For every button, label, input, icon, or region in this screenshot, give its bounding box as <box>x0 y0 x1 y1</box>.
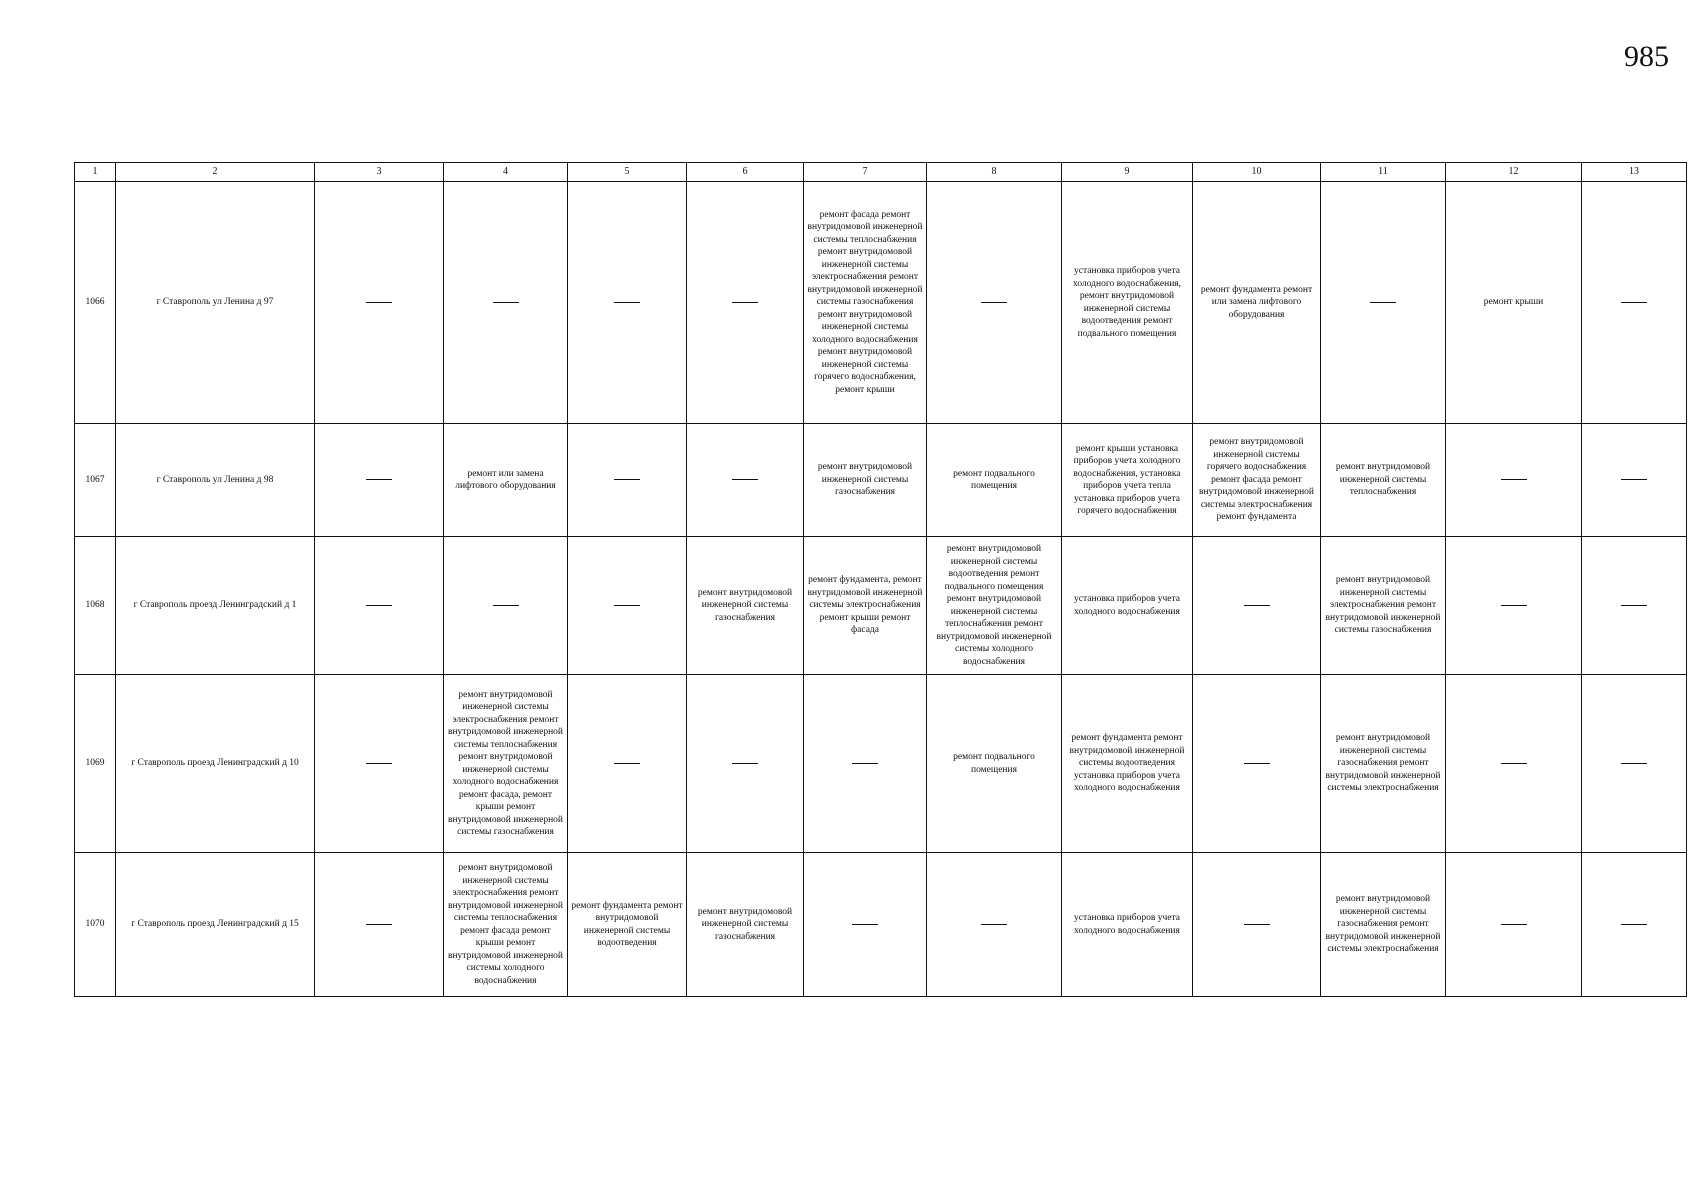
column-header-5: 5 <box>568 163 687 182</box>
empty-dash-cell <box>927 182 1062 424</box>
empty-dash-cell <box>1582 182 1687 424</box>
dash-mark <box>1501 479 1527 480</box>
dash-mark <box>1621 605 1647 606</box>
work-type-cell: ремонт подвального помещения <box>927 675 1062 853</box>
empty-dash-cell <box>444 182 568 424</box>
empty-dash-cell <box>927 853 1062 997</box>
dash-mark <box>614 479 640 480</box>
dash-mark <box>493 605 519 606</box>
column-header-3: 3 <box>315 163 444 182</box>
column-header-1: 1 <box>75 163 116 182</box>
address-cell: г Ставрополь ул Ленина д 98 <box>116 424 315 537</box>
column-header-7: 7 <box>804 163 927 182</box>
work-type-cell: ремонт внутридомовой инженерной системы горячего водоснабжения ремонт фасада ремонт внутридомовой инженерной системы электроснабжения ремонт фундамента <box>1193 424 1321 537</box>
column-header-6: 6 <box>687 163 804 182</box>
work-type-cell: ремонт внутридомовой инженерной системы электроснабжения ремонт внутридомовой инженерной системы теплоснабжения ремонт внутридомовой инженерной системы холодного водоснабжения ремонт фасада, ремонт крыши ремонт внутридомовой инженерной системы газоснабжения <box>444 675 568 853</box>
row-number: 1070 <box>75 853 116 997</box>
empty-dash-cell <box>1582 853 1687 997</box>
work-type-cell: установка приборов учета холодного водоснабжения, ремонт внутридомовой инженерной системы водоотведения ремонт подвального помещения <box>1062 182 1193 424</box>
dash-mark <box>1501 924 1527 925</box>
empty-dash-cell <box>1446 853 1582 997</box>
work-type-cell: ремонт фундамента ремонт или замена лифтового оборудования <box>1193 182 1321 424</box>
dash-mark <box>614 763 640 764</box>
page-number: 985 <box>1624 40 1669 73</box>
dash-mark <box>981 302 1007 303</box>
empty-dash-cell <box>315 182 444 424</box>
work-type-cell: ремонт фасада ремонт внутридомовой инженерной системы теплоснабжения ремонт внутридомовой инженерной системы электроснабжения ремонт внутридомовой инженерной системы газоснабжения ремонт внутридомовой инженерной системы холодного водоснабжения ремонт внутридомовой инженерной системы горячего водоснабжения, ремонт крыши <box>804 182 927 424</box>
column-header-10: 10 <box>1193 163 1321 182</box>
empty-dash-cell <box>1321 182 1446 424</box>
empty-dash-cell <box>1193 675 1321 853</box>
dash-mark <box>732 302 758 303</box>
dash-mark <box>1370 302 1396 303</box>
empty-dash-cell <box>1193 853 1321 997</box>
dash-mark <box>366 924 392 925</box>
dash-mark <box>366 302 392 303</box>
work-type-cell: ремонт внутридомовой инженерной системы газоснабжения <box>687 853 804 997</box>
empty-dash-cell <box>1582 675 1687 853</box>
table-row <box>75 675 1687 853</box>
address-cell: г Ставрополь проезд Ленинградский д 10 <box>116 675 315 853</box>
dash-mark <box>852 924 878 925</box>
work-type-cell: установка приборов учета холодного водоснабжения <box>1062 537 1193 675</box>
work-type-cell: установка приборов учета холодного водоснабжения <box>1062 853 1193 997</box>
row-number: 1067 <box>75 424 116 537</box>
column-header-11: 11 <box>1321 163 1446 182</box>
housing-repair-table <box>74 162 1687 997</box>
column-header-2: 2 <box>116 163 315 182</box>
table-row <box>75 537 1687 675</box>
work-type-cell: ремонт внутридомовой инженерной системы газоснабжения ремонт внутридомовой инженерной системы электроснабжения <box>1321 675 1446 853</box>
empty-dash-cell <box>444 537 568 675</box>
column-header-13: 13 <box>1582 163 1687 182</box>
empty-dash-cell <box>315 424 444 537</box>
column-header-9: 9 <box>1062 163 1193 182</box>
dash-mark <box>1244 605 1270 606</box>
empty-dash-cell <box>1582 537 1687 675</box>
dash-mark <box>1501 763 1527 764</box>
work-type-cell: ремонт фундамента, ремонт внутридомовой инженерной системы электроснабжения ремонт крыши ремонт фасада <box>804 537 927 675</box>
work-type-cell: ремонт фундамента ремонт внутридомовой инженерной системы водоотведения <box>568 853 687 997</box>
empty-dash-cell <box>1446 675 1582 853</box>
empty-dash-cell <box>1582 424 1687 537</box>
empty-dash-cell <box>568 675 687 853</box>
column-header-12: 12 <box>1446 163 1582 182</box>
column-header-4: 4 <box>444 163 568 182</box>
work-type-cell: ремонт подвального помещения <box>927 424 1062 537</box>
empty-dash-cell <box>1446 424 1582 537</box>
column-number-row <box>75 163 1687 182</box>
dash-mark <box>852 763 878 764</box>
work-type-cell: ремонт или замена лифтового оборудования <box>444 424 568 537</box>
empty-dash-cell <box>804 853 927 997</box>
empty-dash-cell <box>687 182 804 424</box>
dash-mark <box>732 763 758 764</box>
empty-dash-cell <box>315 537 444 675</box>
dash-mark <box>614 605 640 606</box>
work-type-cell: ремонт крыши установка приборов учета холодного водоснабжения, установка приборов учета тепла установка приборов учета горячего водоснабжения <box>1062 424 1193 537</box>
table-row <box>75 424 1687 537</box>
empty-dash-cell <box>687 675 804 853</box>
address-cell: г Ставрополь проезд Ленинградский д 15 <box>116 853 315 997</box>
work-type-cell: ремонт внутридомовой инженерной системы водоотведения ремонт подвального помещения ремонт внутридомовой инженерной системы теплоснабжения ремонт внутридомовой инженерной системы холодного водоснабжения <box>927 537 1062 675</box>
dash-mark <box>1621 924 1647 925</box>
work-type-cell: ремонт фундамента ремонт внутридомовой инженерной системы водоотведения установка приборов учета холодного водоснабжения <box>1062 675 1193 853</box>
dash-mark <box>493 302 519 303</box>
row-number: 1068 <box>75 537 116 675</box>
address-cell: г Ставрополь проезд Ленинградский д 1 <box>116 537 315 675</box>
dash-mark <box>1244 924 1270 925</box>
work-type-cell: ремонт внутридомовой инженерной системы газоснабжения <box>804 424 927 537</box>
table-row <box>75 182 1687 424</box>
dash-mark <box>366 605 392 606</box>
row-number: 1069 <box>75 675 116 853</box>
column-header-8: 8 <box>927 163 1062 182</box>
dash-mark <box>614 302 640 303</box>
work-type-cell: ремонт внутридомовой инженерной системы теплоснабжения <box>1321 424 1446 537</box>
empty-dash-cell <box>804 675 927 853</box>
work-type-cell: ремонт внутридомовой инженерной системы электроснабжения ремонт внутридомовой инженерной системы газоснабжения <box>1321 537 1446 675</box>
dash-mark <box>1621 302 1647 303</box>
address-cell: г Ставрополь ул Ленина д 97 <box>116 182 315 424</box>
empty-dash-cell <box>1446 537 1582 675</box>
table-row <box>75 853 1687 997</box>
dash-mark <box>366 479 392 480</box>
dash-mark <box>1244 763 1270 764</box>
empty-dash-cell <box>687 424 804 537</box>
empty-dash-cell <box>1193 537 1321 675</box>
dash-mark <box>1621 479 1647 480</box>
dash-mark <box>732 479 758 480</box>
empty-dash-cell <box>568 424 687 537</box>
work-type-cell: ремонт внутридомовой инженерной системы газоснабжения <box>687 537 804 675</box>
empty-dash-cell <box>315 853 444 997</box>
work-type-cell: ремонт внутридомовой инженерной системы газоснабжения ремонт внутридомовой инженерной системы электроснабжения <box>1321 853 1446 997</box>
dash-mark <box>1621 763 1647 764</box>
work-type-cell: ремонт крыши <box>1446 182 1582 424</box>
empty-dash-cell <box>568 537 687 675</box>
empty-dash-cell <box>568 182 687 424</box>
empty-dash-cell <box>315 675 444 853</box>
dash-mark <box>1501 605 1527 606</box>
dash-mark <box>366 763 392 764</box>
work-type-cell: ремонт внутридомовой инженерной системы электроснабжения ремонт внутридомовой инженерной системы теплоснабжения ремонт фасада ремонт крыши ремонт внутридомовой инженерной системы холодного водоснабжения <box>444 853 568 997</box>
dash-mark <box>981 924 1007 925</box>
row-number: 1066 <box>75 182 116 424</box>
